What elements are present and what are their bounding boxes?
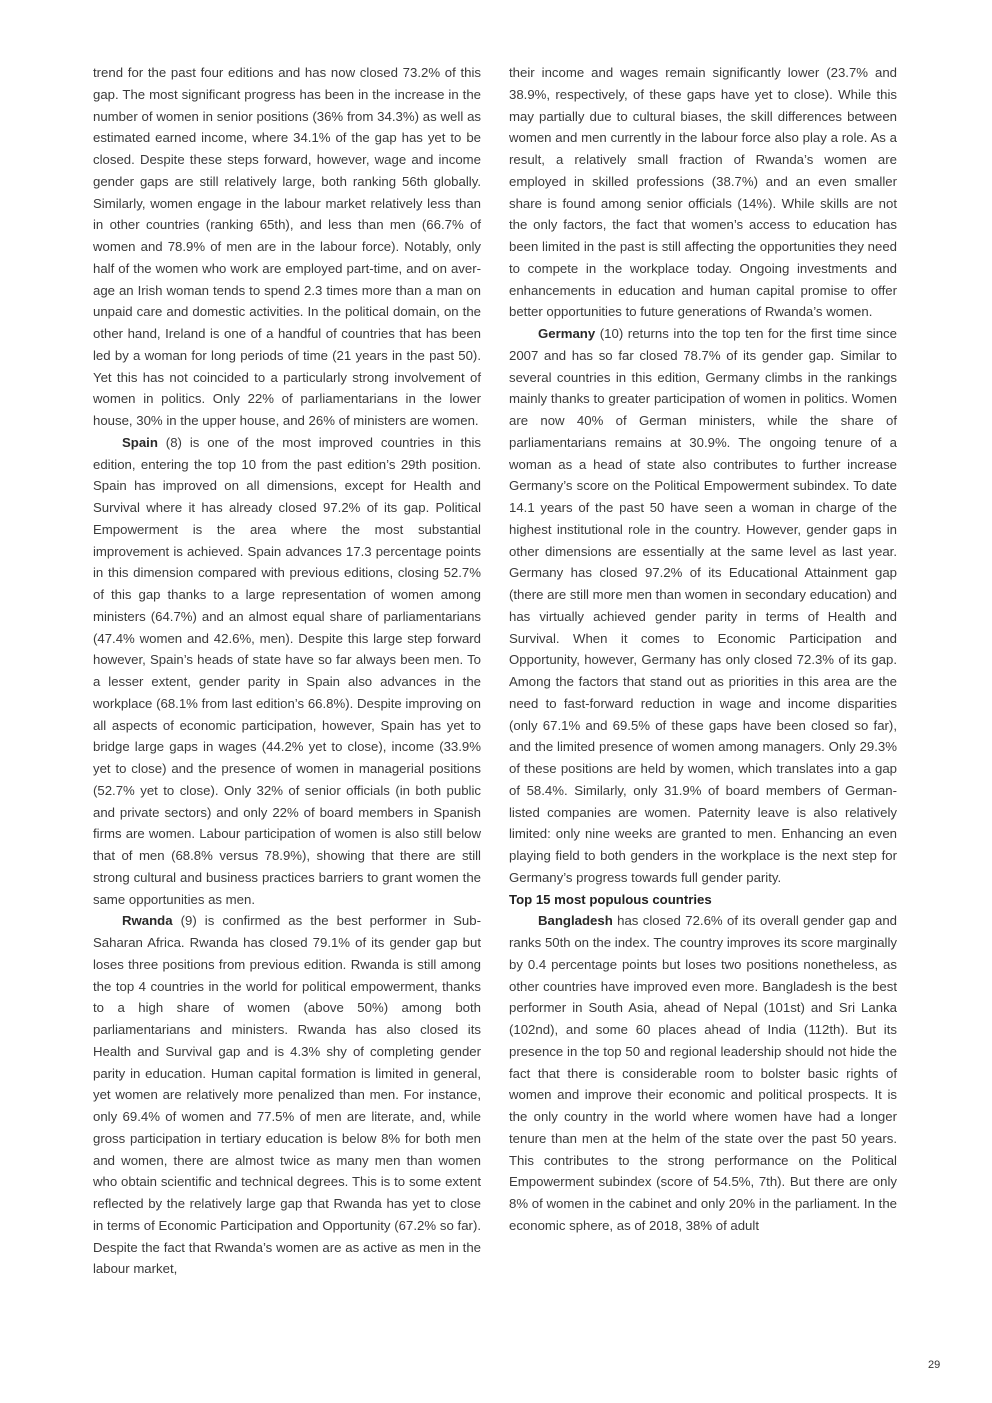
left-column	[93, 62, 481, 1280]
page-number: 29	[928, 1359, 941, 1371]
section-heading: Top 15 most populous countries	[509, 891, 712, 907]
country-name-bangladesh: Bangladesh	[538, 913, 613, 929]
paragraph-bangladesh-text: has closed 72.6% of its overall gender gap and ranks 50th on the index. The country improves its score marginally by 0.4 percentage points but loses two positions nonetheless, as other countries have improved even more. Bangladesh is the best performer in South Asia, ahead of Nepal (101st) and Sri Lanka (102nd), and some 60 places ahead of India (112th). But its presence in the top 50 and regional leadership should not hide the fact that there is considerable room to bolster basic rights of women and improve their economic and political prospects. It is the only country in the world where women have had a longer tenure than men at the helm of the state over the past 50 years. This contributes to the strong performance on the Political Empowerment subindex (score of 54.5%, 7th). But there are only 8% of women in the cabinet and only 20% in the parliament. In the economic sphere, as of 2018, 38% of adult	[509, 913, 897, 1233]
paragraph-bangladesh	[509, 910, 897, 1236]
country-name-rwanda: Rwanda	[122, 913, 173, 929]
paragraph-rwanda-text: (9) is confirmed as the best performer in Sub-Saharan Africa. Rwanda has closed 79.1% of its gender gap but loses three positions from previous edition. Rwanda is still among the top 4 countries in the world for political empowerment, thanks to a high share of women (above 50%) among both parliamentarians and ministers. Rwanda has also closed its Health and Survival gap and is 4.3% shy of completing gender parity in education. Human capital formation is limited in general, yet women are relatively more penalized than men. For instance, only 69.4% of women and 77.5% of men are literate, and, while gross participation in tertiary education is below 8% for both men and women, there are almost twice as many men than women who obtain scientific and technical degrees. This is to some extent reflected by the relatively large gap that Rwanda has yet to close in terms of Economic Participation and Opportunity (67.2% so far). Despite the fact that Rwanda’s women are as active as men in the labour market,	[93, 913, 481, 1277]
paragraph-germany	[509, 323, 897, 889]
country-name-germany: Germany	[538, 326, 596, 341]
paragraph-rwanda-continued: their income and wages remain significantly lower (23.7% and 38.9%, respectively, of these gaps have yet to close). While this may partially due to cultural biases, the skill differences between women and men currently in the labour force also play a role. As a result, a relatively small fraction of Rwanda’s women are employed in skilled professions (38.7%) and an even smaller share is found among senior officials (14%). While skills are not the only factors, the fact that women’s access to education has been limited in the past is still affecting the opportunities they need to compete in the workplace today. Ongoing investments and enhancements in education and human capital promise to offer better opportunities to future generations of Rwanda’s women.	[509, 65, 897, 320]
paragraph-spain-text: (8) is one of the most improved countries in this edition, entering the top 10 from the past edition’s 29th position. Spain has improved on all dimensions, except for Health and Survival where it has already closed 97.2% of its gap. Political Empowerment is the area where the most substantial improvement is achieved. Spain advances 17.3 percentage points in this dimension compared with previous editions, closing 52.7% of this gap thanks to a large representation of women among ministers (64.7%) and an almost equal share of parliamentarians (47.4% women and 42.6%, men). Despite this large step forward however, Spain’s heads of state have so far always been men. To a lesser extent, gender parity in Spain also advances in the workplace (68.1% from last edition’s 66.8%). Despite improving on all aspects of economic participation, however, Spain has yet to bridge large gaps in wages (44.2% yet to close), income (33.9% yet to close) and the presence of women in managerial positions (52.7% yet to close). Only 32% of senior officials (in both public and private sectors) and only 22% of board members in Spanish firms are women. Labour participation of women is also still below that of men (68.8% versus 78.9%), showing that there are still strong cultural and business practices barriers to grant women the same opportunities as men.	[93, 434, 481, 907]
country-name-spain: Spain	[122, 434, 158, 450]
paragraph-rwanda	[93, 910, 481, 1280]
right-column	[509, 62, 897, 1237]
paragraph-spain	[93, 432, 481, 911]
paragraph-ireland: trend for the past four editions and has now closed 73.2% of this gap. The most significant progress has been in the increase in the number of women in senior positions (36% from 34.3%) as well as estimated earned income, where 34.1% of the gap has yet to be closed. Despite these steps forward, however, wage and income gender gaps are still relatively large, both ranking 56th globally. Similarly, women engage in the labour market relatively less than in other countries (ranking 65th), and less than men (66.7% of women and 78.9% of men are in the labour force). Notably, only half of the women who work are employed part-time, and on average an Irish woman tends to spend 2.3 times more than a man on unpaid care and domestic activities. In the political domain, on the other hand, Ireland is one of a handful of countries that has been led by a woman for long periods of time (21 years in the past 50). Yet this has not coincided to a particularly strong involvement of women in politics. Only 22% of parliamentarians in the lower house, 30% in the upper house, and 26% of ministers are women.	[93, 65, 481, 428]
paragraph-germany-text: (10) returns into the top ten for the first time since 2007 and has so far closed 78.7% of its gender gap. Similar to several countries in this edition, Germany climbs in the rankings mainly thanks to greater participation of women in politics. Women are now 40% of German ministers, while the share of parliamentarians remains at 30.9%. The ongoing tenure of a woman as a head of state also contributes to further increase Germany’s score on the Political Empowerment subindex. To date 14.1 years of the past 50 have seen a woman in charge of the highest institutional role in the country. However, gender gaps in other dimensions are essentially at the same level as last year. Germany has closed 97.2% of its Educational Attainment gap (there are still more men than women in secondary education) and has virtually achieved gender parity in terms of Health and Survival. When it comes to Economic Participation and Opportunity, however, Germany has only closed 72.3% of its gap. Among the factors that stand out as priorities in this area are the need to fast-forward reduction in wage and income disparities (only 67.1% and 69.5% of these gaps have been closed so far), and the limited presence of women among managers. Only 29.3% of these positions are held by women, which translates into a gap of 58.4%. Similarly, only 31.9% of board members of German-listed companies are women. Paternity leave is also relatively limited: only nine weeks are granted to men. Enhancing an even playing field to both genders in the workplace is the next step for Germany’s progress towards full gender parity.	[509, 326, 897, 885]
